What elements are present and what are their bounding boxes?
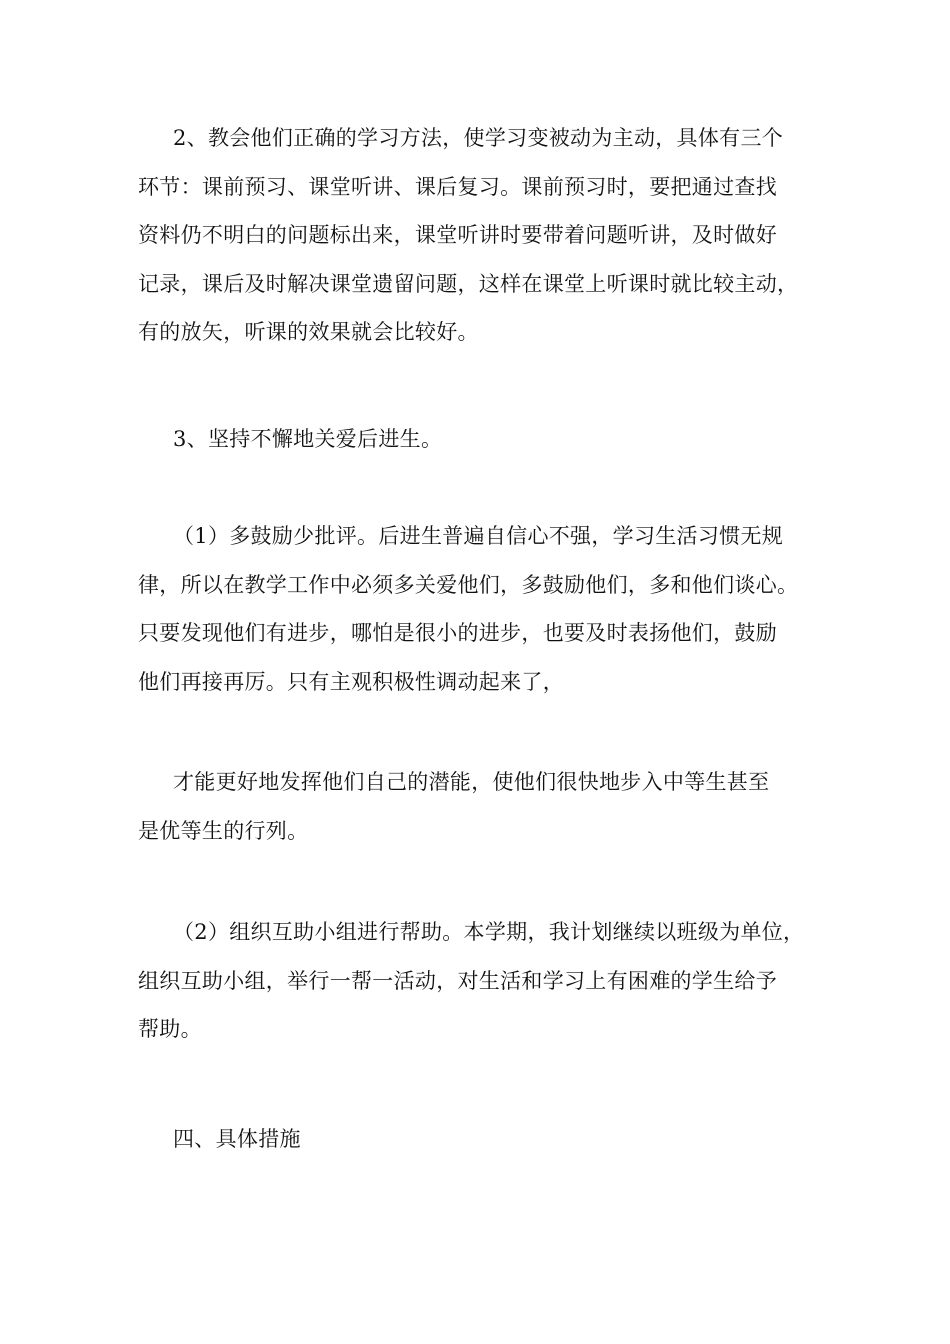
text-line: 记录，课后及时解决课堂遗留问题，这样在课堂上听课时就比较主动， bbox=[138, 271, 799, 296]
text-line: 资料仍不明白的问题标出来，课堂听讲时要带着问题听讲，及时做好 bbox=[138, 223, 777, 247]
paragraph-mutual-help-groups bbox=[138, 908, 838, 1054]
paragraph-encourage-more bbox=[138, 512, 838, 706]
text-line: 律，所以在教学工作中必须多关爱他们，多鼓励他们，多和他们谈心。 bbox=[138, 572, 799, 597]
text-line: 帮助。 bbox=[138, 1017, 202, 1041]
text-line: 组织互助小组，举行一帮一活动，对生活和学习上有困难的学生给予 bbox=[138, 968, 777, 993]
text-line: 有的放矢，听课的效果就会比较好。 bbox=[138, 320, 479, 344]
text-line: 是优等生的行列。 bbox=[138, 818, 309, 843]
text-line: 环节：课前预习、课堂听讲、课后复习。课前预习时，要把通过查找 bbox=[138, 174, 777, 199]
text-line: （1）多鼓励少批评。后进生普遍自信心不强，学习生活习惯无规 bbox=[173, 524, 784, 548]
text-line: 他们再接再厉。只有主观积极性调动起来了， bbox=[138, 669, 564, 694]
paragraph-study-method bbox=[138, 114, 838, 357]
section-heading-specific-measures bbox=[138, 1115, 838, 1164]
text-line: 2、教会他们正确的学习方法，使学习变被动为主动，具体有三个 bbox=[173, 126, 784, 150]
paragraph-care-for-struggling-students bbox=[138, 415, 838, 464]
text-line: 只要发现他们有进步，哪怕是很小的进步，也要及时表扬他们，鼓励 bbox=[138, 621, 777, 645]
paragraph-potential bbox=[138, 758, 838, 855]
text-line: 四、具体措施 bbox=[173, 1127, 301, 1151]
text-line: 才能更好地发挥他们自己的潜能，使他们很快地步入中等生甚至 bbox=[173, 770, 770, 794]
text-line: （2）组织互助小组进行帮助。本学期，我计划继续以班级为单位， bbox=[173, 920, 805, 944]
text-line: 3、坚持不懈地关爱后进生。 bbox=[173, 427, 443, 451]
